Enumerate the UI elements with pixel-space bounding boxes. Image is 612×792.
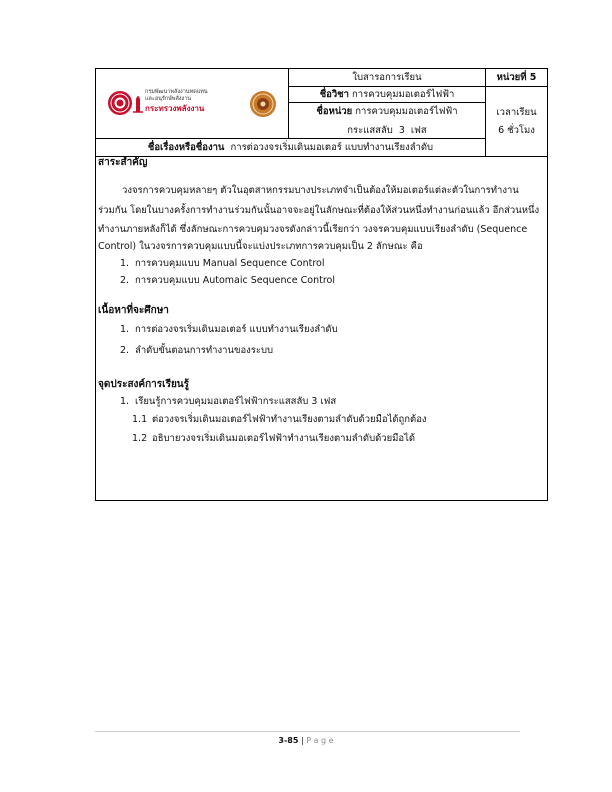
unit-number-cell <box>486 69 547 86</box>
subject-label: ชื่อวิชา <box>319 88 349 100</box>
sheet-title-cell <box>289 69 485 86</box>
essence-line: วงจรการควบคุมหลายๆ ตัวในอุตสาหกรรมบางประเภทจำเป็นต้องให้มอเตอร์แต่ละตัวในการทำงาน <box>122 185 519 196</box>
list-item <box>120 274 335 288</box>
list-item <box>120 257 325 271</box>
list-item-number: 1. <box>120 396 130 407</box>
subject-value: การควบคุมมอเตอร์ไฟฟ้า <box>352 88 455 100</box>
list-item-number: 2. <box>120 345 130 356</box>
logo-text-line1: กรมพัฒนาพลังงานทดแทน <box>145 89 208 95</box>
unit-number: หน่วยที่ 5 <box>496 71 537 83</box>
unit-name-value: การควบคุมมอเตอร์ไฟฟ้า <box>355 105 458 117</box>
unit-name-label: ชื่อหน่วย <box>316 105 353 117</box>
list-item <box>120 395 336 409</box>
list-item-number: 1. <box>120 324 130 335</box>
table-border-right <box>547 68 548 500</box>
page-label: P a g e <box>306 736 334 745</box>
list-item-number: 2. <box>120 275 130 286</box>
footer-rule <box>95 731 520 732</box>
sub-list-item-number: 1.1 <box>132 414 148 425</box>
list-item <box>120 323 338 337</box>
list-item-text: ลำดับขั้นตอนการทำงานของระบบ <box>135 345 274 356</box>
sub-list-item-number: 1.2 <box>132 433 148 444</box>
sub-list-item-text: อธิบายวงจรเริ่มเดินมอเตอร์ไฟฟ้าทำงานเรียงตามลำดับด้วยมือได้ <box>152 433 416 444</box>
topic-value: การต่อวงจรเริ่มเดินมอเตอร์ แบบทำงานเรียงลำดับ <box>230 141 434 153</box>
logo-text-line3: กระทรวงพลังงาน <box>145 104 205 113</box>
logo-block <box>96 69 288 138</box>
unit-name-cell <box>289 103 485 138</box>
list-item-text: การควบคุมแบบ Automaic Sequence Control <box>135 275 335 286</box>
table-rule-header-end <box>95 156 548 157</box>
study-time-value: 6 ชั่วโมง <box>498 124 535 136</box>
subject-cell <box>289 87 485 102</box>
page-separator: | <box>300 736 304 745</box>
page-footer <box>256 735 356 747</box>
sub-list-item <box>132 432 415 446</box>
list-item-text: การต่อวงจรเริ่มเดินมอเตอร์ แบบทำงานเรียงลำดับ <box>135 324 338 335</box>
objectives-heading: จุดประสงค์การเรียนรู้ <box>98 379 190 390</box>
content-heading: เนื้อหาที่จะศึกษา <box>98 305 169 316</box>
sub-list-item-text: ต่อวงจรเริ่มเดินมอเตอร์ไฟฟ้าทำงานเรียงตามลำดับด้วยมือได้ถูกต้อง <box>152 414 427 425</box>
unit-name-value-line2: กระแสสลับ 3 เฟส <box>347 124 427 136</box>
list-item-text: เรียนรู้การควบคุมมอเตอร์ไฟฟ้ากระแสสลับ 3 เฟส <box>135 396 337 407</box>
essence-heading: สาระสำคัญ <box>98 157 148 168</box>
topic-cell <box>96 139 485 156</box>
study-time-label: เวลาเรียน <box>496 106 537 118</box>
sheet-title: ใบสารอการเรียน <box>352 71 422 83</box>
page-number: 3-85 <box>278 736 299 745</box>
essence-line: ทำงานภายหลังก็ได้ ซึ่งลักษณะการควบคุมวงจรดังกล่าวนี้เรียกว่า วงจรควบคุมแบบเรียงลำดับ (Sequence <box>98 224 528 235</box>
essence-line: ร่วมกัน โดยในบางครั้งการทำงานร่วมกันนั้นอาจจะอยู่ในลักษณะที่ต้องให้ส่วนหนึ่งทำงานก่อนแล้ว อีกส่วนหนึ่ง <box>98 205 540 216</box>
table-border-bottom <box>95 500 548 501</box>
sub-list-item <box>132 413 427 427</box>
list-item <box>120 344 273 358</box>
list-item-text: การควบคุมแบบ Manual Sequence Control <box>135 258 325 269</box>
list-item-number: 1. <box>120 258 130 269</box>
logo-text-line2: และอนุรักษ์พลังงาน <box>145 96 192 102</box>
topic-label: ชื่อเรื่องหรือชื่องาน <box>147 141 225 153</box>
essence-line: Control) ในวงจรการควบคุมแบบนี้จะแบ่งประเภทการควบคุมเป็น 2 ลักษณะ คือ <box>98 241 423 252</box>
study-time-cell <box>486 87 547 156</box>
